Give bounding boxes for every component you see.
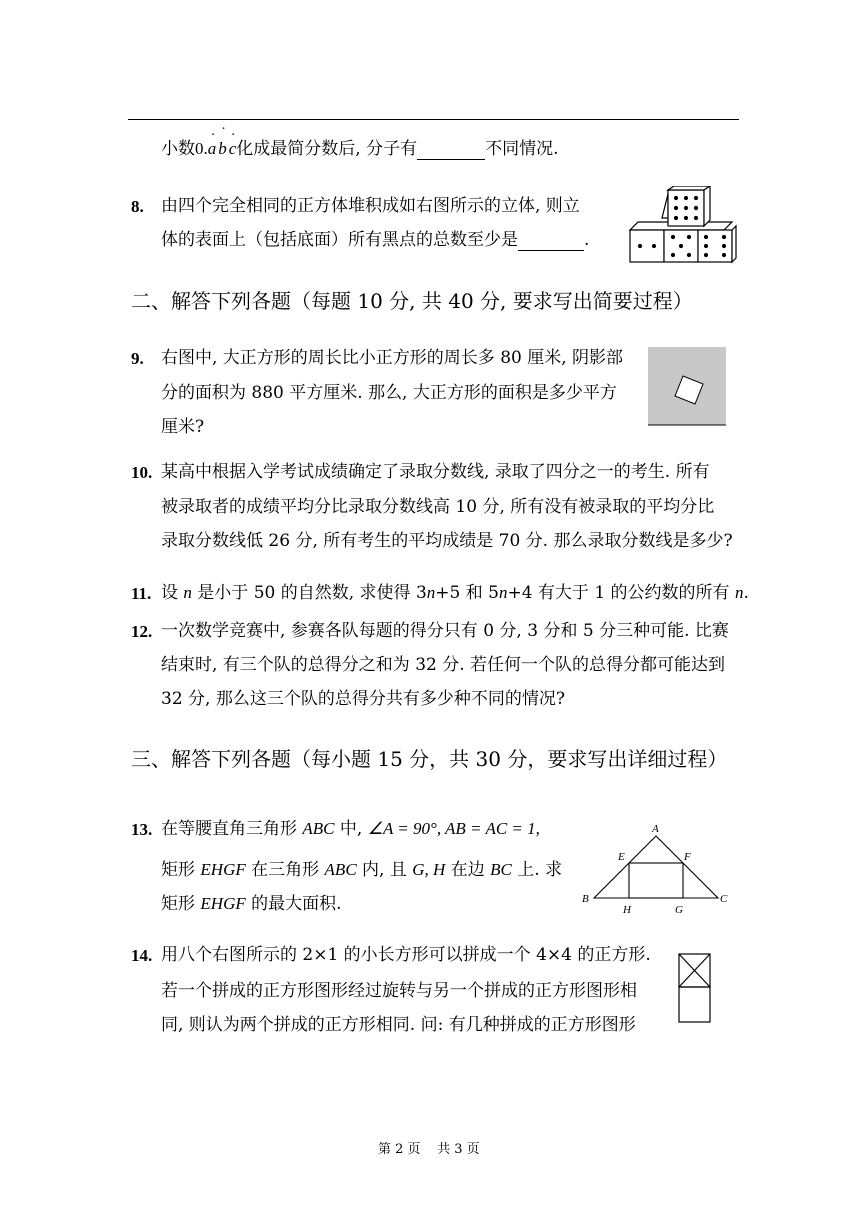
q8-line1: 由四个完全相同的正方体堆积成如右图所示的立体, 则立 [161,196,580,216]
q7-digit-b: b · [218,122,227,158]
q7-continuation [161,122,559,160]
q13-number: 13. [131,820,153,839]
q8-number: 8. [131,197,144,216]
shaded-square-figure [647,346,729,428]
q11-text: 设 n 是小于 50 的自然数, 求使得 3n+5 和 5n+4 有大于 1 的公约数的所有 n. [161,583,749,603]
q9-line3: 厘米? [161,417,205,437]
label-H: H [623,904,631,916]
domino-figure [677,952,713,1026]
q12-line2: 结束时, 有三个队的总得分之和为 32 分. 若任何一个队的总得分都可能达到 [161,655,726,675]
q9-line2: 分的面积为 880 平方厘米. 那么, 大正方形的面积是多少平方 [161,383,617,403]
section2-title: 二、解答下列各题（每题 10 分, 共 40 分, 要求写出简要过程） [131,289,693,313]
label-F: F [684,851,691,863]
dice-figure [628,186,738,266]
label-G: G [675,904,683,916]
q13-line2: 矩形 EHGF 在三角形 ABC 内, 且 G, H 在边 BC 上. 求 [161,860,563,880]
q7-suffix: 不同情况. [485,139,559,159]
label-C: C [720,893,728,905]
q7-answer-blank [417,139,485,160]
q8-line2: 体的表面上（包括底面）所有黑点的总数至少是 . [161,230,590,250]
q10-line3: 录取分数线低 26 分, 所有考生的平均成绩是 70 分. 那么录取分数线是多少? [161,531,733,551]
q12-line1: 一次数学竞赛中, 参赛各队每题的得分只有 0 分, 3 分和 5 分三种可能. 比赛 [161,621,729,641]
q8-answer-blank [518,230,584,251]
q9-number: 9. [131,349,144,368]
q13-line1: 在等腰直角三角形 ABC 中, ∠A = 90°, AB = AC = 1, [161,819,540,839]
q12-number: 12. [131,622,153,641]
q10-line2: 被录取者的成绩平均分比录取分数线高 10 分, 所有没有被录取的平均分比 [161,497,715,517]
q7-prefix: 小数 [161,139,195,159]
page-footer: 第 2 页 共 3 页 [378,1142,480,1157]
triangle-figure [576,820,736,920]
q11-number: 11. [131,584,152,603]
q14-line3: 同, 则认为两个拼成的正方形相同. 问: 有几种拼成的正方形图形 [161,1015,636,1035]
label-A: A [652,823,659,835]
q9-line1: 右图中, 大正方形的周长比小正方形的周长多 80 厘米, 阴影部 [161,348,624,368]
q14-number: 14. [131,946,153,965]
q7-middle: 化成最简分数后, 分子有 [236,139,418,159]
label-B: B [582,893,589,905]
q7-digit-c: c · [228,128,237,158]
q12-line3: 32 分, 那么这三个队的总得分共有多少种不同的情况? [161,689,565,709]
q13-line3: 矩形 EHGF 的最大面积. [161,894,342,914]
label-E: E [618,851,625,863]
q7-number: 0. [195,139,208,158]
q14-line2: 若一个拼成的正方形图形经过旋转与另一个拼成的正方形图形相 [161,981,637,1001]
q10-line1: 某高中根据入学考试成绩确定了录取分数线, 录取了四分之一的考生. 所有 [161,462,710,482]
q14-line1: 用八个右图所示的 2×1 的小长方形可以拼成一个 4×4 的正方形. [161,945,651,965]
section3-title: 三、解答下列各题（每小题 15 分，共 30 分，要求写出详细过程） [131,747,728,771]
header-rule [128,119,739,120]
q7-digit-a: a · [207,128,217,158]
q10-number: 10. [131,463,153,482]
